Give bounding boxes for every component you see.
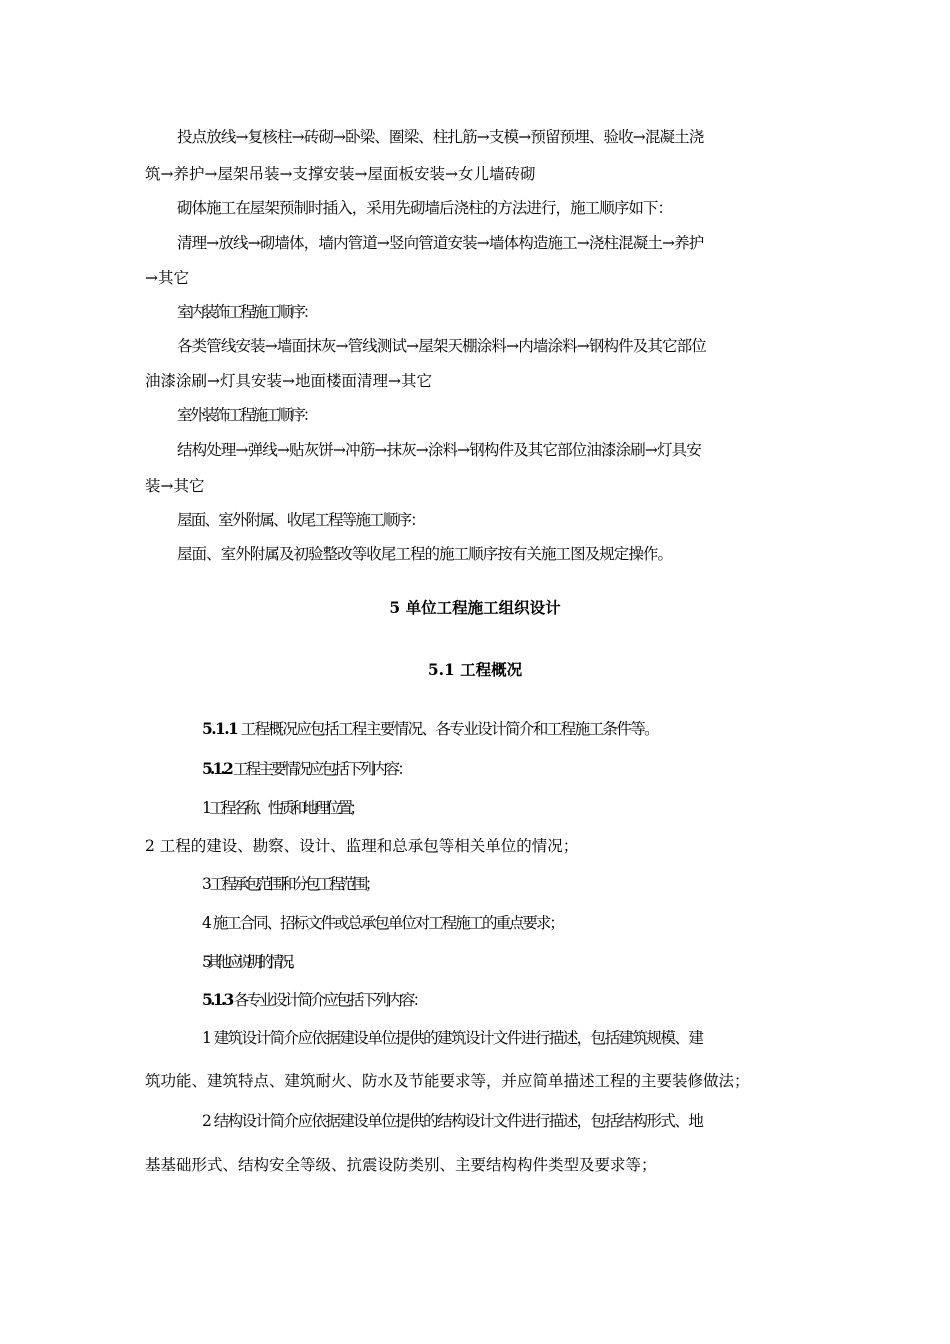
list-item: 5 其他应说明的情况。 <box>202 953 300 971</box>
clause-number: 5.1.3 <box>202 990 232 1009</box>
list-item: 2 结构设计简介应依据建设单位提供的结构设计文件进行描述，包括结构形式、地 <box>202 1112 703 1130</box>
section-title: 5 单位工程施工组织设计 <box>389 598 561 617</box>
clause-5-1-1 <box>202 719 862 739</box>
paragraph-line: 各类管线安装→墙面抹灰→管线测试→屋架天棚涂料→内墙涂料→钢构件及其它部位 <box>177 337 706 355</box>
paragraph-line: 砌体施工在屋架预制时插入，采用先砌墙后浇柱的方法进行，施工顺序如下： <box>177 199 673 217</box>
clause-number: 5.1.1 <box>202 719 238 738</box>
paragraph-line: 投点放线→复核柱→砖砌→卧梁、圈梁、柱扎筋→支模→预留预埋、验收→混凝土浇 <box>177 128 704 146</box>
list-item-continuation: 筑功能、建筑特点、建筑耐火、防水及节能要求等，并应简单描述工程的主要装修做法； <box>145 1072 750 1090</box>
paragraph-line: 装→其它 <box>145 477 205 495</box>
paragraph-line: →其它 <box>145 269 189 287</box>
list-item: 4 施工合同、招标文件或总承包单位对工程施工的重点要求； <box>202 914 563 932</box>
paragraph-line: 清理→放线→砌墙体，墙内管道→竖向管道安装→墙体构造施工→浇柱混凝土→养护 <box>177 234 704 252</box>
list-item: 1 建筑设计简介应依据建设单位提供的建筑设计文件进行描述，包括建筑规模、建 <box>202 1029 703 1047</box>
paragraph-line: 结构处理→弹线→贴灰饼→冲筋→抹灰→涂料→钢构件及其它部位油漆涂刷→灯具安 <box>177 441 701 459</box>
clause-text: 工程概况应包括工程主要情况、各专业设计简介和工程施工条件等。 <box>237 720 659 738</box>
clause-number: 5.1.2 <box>202 759 231 778</box>
list-item: 3 工程承包范围和分包工程范围； <box>202 875 377 893</box>
paragraph-line: 屋面、室外附属及初验整改等收尾工程的施工顺序按有关施工图及规定操作。 <box>177 545 673 563</box>
clause-5-1-3 <box>202 990 862 1010</box>
list-item: 1 工程名称、性质和地理位置； <box>202 799 362 817</box>
paragraph-line: 室外装饰工程施工顺序： <box>177 406 316 424</box>
paragraph-line: 油漆涂刷→灯具安装→地面楼面清理→其它 <box>145 372 432 390</box>
list-item-continuation: 基基础形式、结构安全等级、抗震设防类别、主要结构构件类型及要求等； <box>145 1156 657 1174</box>
clause-text: 各专业设计简介应包括下列内容： <box>231 991 426 1009</box>
paragraph-line: 室内装饰工程施工顺序： <box>177 303 316 321</box>
clause-5-1-2 <box>202 759 862 779</box>
subsection-title: 5.1 工程概况 <box>427 660 523 679</box>
clause-text: 工程主要情况应包括下列内容： <box>230 760 411 778</box>
paragraph-line: 屋面、室外附属、收尾工程等施工顺序： <box>177 511 425 529</box>
paragraph-line: 筑→养护→屋架吊装→支撑安装→屋面板安装→女儿墙砖砌 <box>145 165 536 183</box>
list-item: 2 工程的建设、勘察、设计、监理和总承包等相关单位的情况； <box>145 837 579 855</box>
